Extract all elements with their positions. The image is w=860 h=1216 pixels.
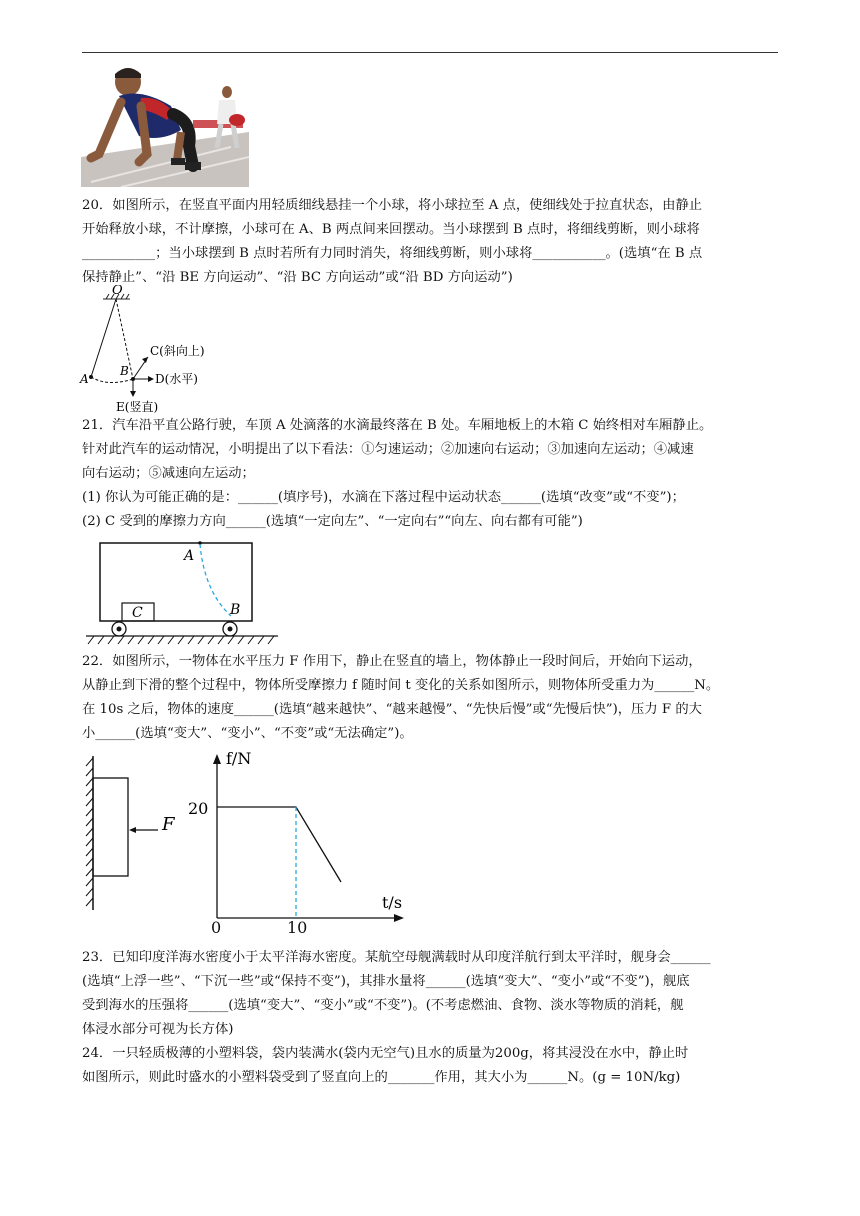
question-20 [82, 194, 782, 290]
q20-line: 20．如图所示，在竖直平面内用轻质细线悬挂一个小球，将小球拉至 A 点，使细线处于拉直状态，由静止 [82, 198, 703, 213]
label-C: C(斜向上) [150, 344, 205, 358]
string-to-A [91, 299, 116, 377]
q23-line: 受到海水的压强将______(选填“变大”、“变小”或“不变”)。(不考虑燃油、食物、淡水等物质的消耗，舰 [82, 998, 684, 1013]
x-tick-10: 10 [287, 918, 308, 937]
q23-line: 体浸水部分可视为长方体) [82, 1022, 234, 1037]
label-C: C [132, 605, 143, 621]
label-A: A [80, 372, 89, 386]
label-B: B [230, 602, 241, 618]
force-label: F [162, 814, 175, 835]
wall-hatch [86, 758, 93, 906]
question-24 [82, 1042, 782, 1090]
q20-line: ___________；当小球摆到 B 点时若所有力同时消失，将细线剪断，则小球将___________。(选填“在 B 点 [82, 246, 703, 261]
q20-line: 保持静止”、“沿 BE 方向运动”、“沿 BC 方向运动”或“沿 BD 方向运动”) [82, 270, 513, 285]
label-A: A [184, 548, 195, 564]
label-E: E(竖直) [116, 400, 159, 413]
q22-line: 22．如图所示，一物体在水平压力 F 作用下，静止在竖直的墙上，物体静止一段时间后，开始向下运动， [82, 654, 702, 669]
q22-line: 小______(选填“变大”、“变小”、“不变”或“无法确定”)。 [82, 726, 413, 741]
label-D: D(水平) [155, 372, 198, 386]
friction-time-graph [188, 748, 408, 923]
q23-line: 23．已知印度洋海水密度小于太平洋海水密度。某航空母舰满载时从印度洋航行到太平洋时，舰身会______ [82, 950, 711, 965]
ball-A [89, 375, 93, 379]
y-axis-label: f/N [226, 749, 252, 768]
q21-line: (1) 你认为可能正确的是：______(填序号)，水滴在下落过程中运动状态______(选填“改变”或“不变”)； [82, 490, 685, 505]
sprinter-photo [81, 62, 249, 187]
question-21 [82, 414, 782, 534]
label-B: B [120, 364, 129, 378]
q22-line: 从静止到下滑的整个过程中，物体所受摩擦力 f 随时间 t 变化的关系如图所示，则物体所受重力为______N。 [82, 678, 720, 693]
wall-block-figure [80, 752, 190, 917]
header-rule [82, 52, 778, 53]
pendulum-figure [78, 285, 228, 413]
y-tick-20: 20 [188, 799, 209, 818]
question-22 [82, 650, 782, 746]
q24-line: 24．一只轻质极薄的小塑料袋，袋内装满水(袋内无空气)且水的质量为200g，将其浸没在水中，静止时 [82, 1046, 689, 1061]
block [93, 778, 128, 876]
q21-line: 向右运动；⑤减速向左运动； [82, 466, 255, 481]
question-23 [82, 946, 782, 1042]
label-O: O [112, 285, 123, 298]
origin-label: 0 [211, 918, 222, 937]
q21-line: (2) C 受到的摩擦力方向______(选填“一定向左”、“一定向右”“向左、向右都有可能”) [82, 514, 583, 529]
water-drop-path [200, 544, 231, 616]
q20-line: 开始释放小球，不计摩擦，小球可在 A、B 两点间来回摆动。当小球摆到 B 点时，将细线剪断，则小球将 [82, 222, 700, 237]
q21-line: 针对此汽车的运动情况，小明提出了以下看法：①匀速运动；②加速向右运动；③加速向左运动；④减速 [82, 442, 694, 457]
q23-line: (选填“上浮一些”、“下沉一些”或“保持不变”)，其排水量将______(选填“变大”、“变小”或“不变”)，舰底 [82, 974, 690, 989]
friction-curve [217, 807, 341, 882]
q21-line: 21．汽车沿平直公路行驶，车顶 A 处滴落的水滴最终落在 B 处。车厢地板上的木箱 C 始终相对车厢静止。 [82, 418, 713, 433]
x-axis-label: t/s [382, 893, 403, 912]
q22-line: 在 10s 之后，物体的速度______(选填“越来越快”、“越来越慢”、“先快后慢”或“先慢后快”)，压力 F 的大 [82, 702, 702, 717]
q24-line: 如图所示，则此时盛水的小塑料袋受到了竖直向上的_______作用，其大小为______N。(g = 10N/kg) [82, 1070, 681, 1085]
ground-hatch [88, 636, 274, 644]
carriage-figure [84, 536, 280, 648]
